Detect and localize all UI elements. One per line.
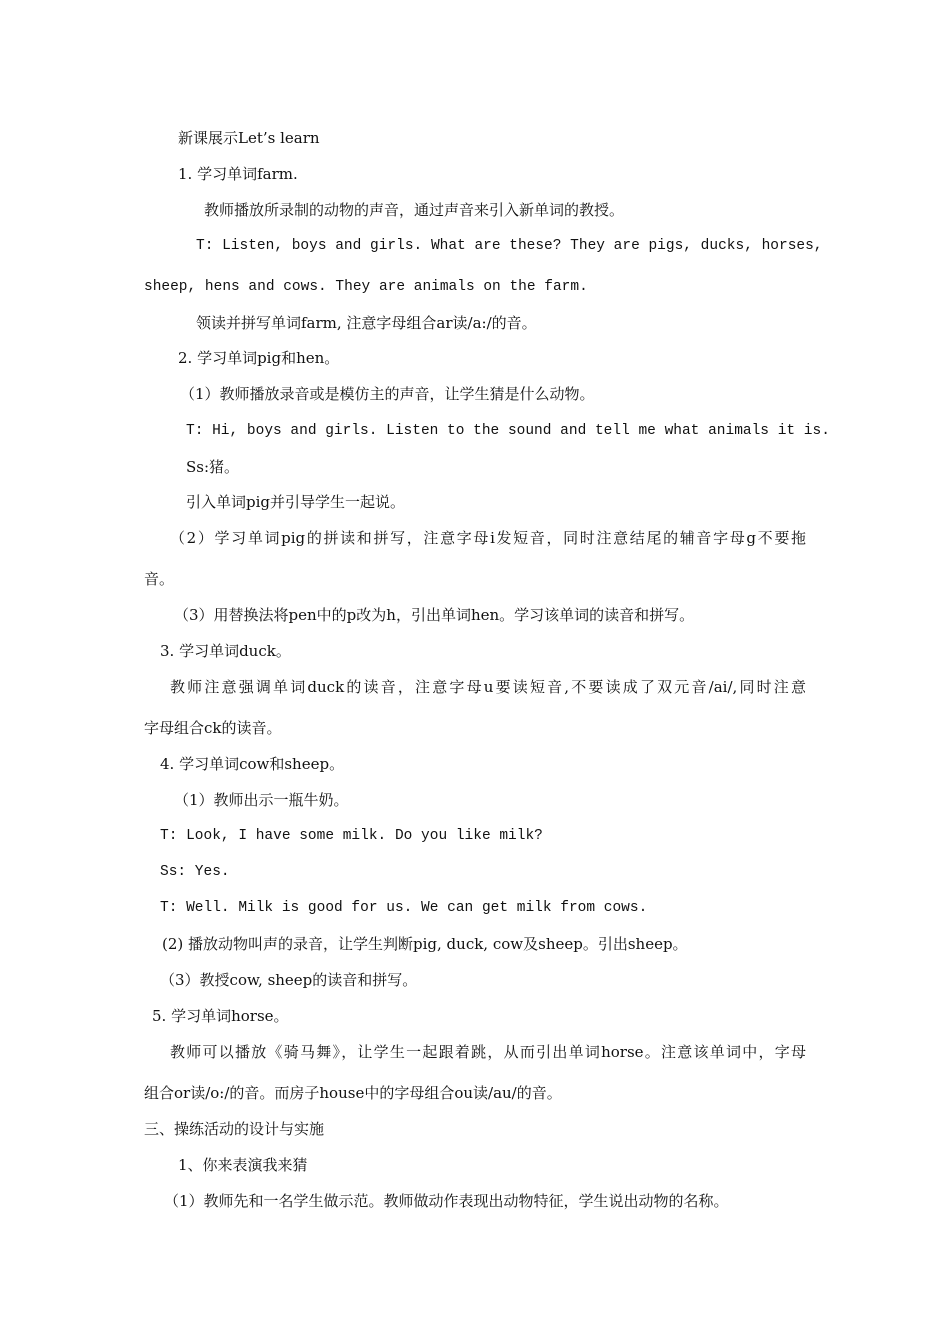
paragraph-line: （1）教师出示一瓶牛奶。 <box>174 791 349 809</box>
paragraph-line: 引入单词pig并引导学生一起说。 <box>186 493 406 511</box>
paragraph-line: (2) 播放动物叫声的录音，让学生判断pig, duck, cow及sheep。引出sheep。 <box>162 935 688 953</box>
item-3-heading: 3. 学习单词duck。 <box>160 642 291 660</box>
dialogue-line: T: Listen, boys and girls. What are these? They are pigs, ducks, horses, <box>196 238 823 254</box>
activity-heading: 1、你来表演我来猜 <box>178 1156 308 1174</box>
dialogue-line: T: Hi, boys and girls. Listen to the sound and tell me what animals it is. <box>186 423 830 439</box>
paragraph-line: 教师可以播放《骑马舞》，让学生一起跟着跳，从而引出单词horse。注意该单词中，字母 <box>170 1043 806 1061</box>
paragraph-line: 音。 <box>144 570 175 588</box>
dialogue-line: Ss:猪。 <box>186 458 240 476</box>
section-heading-new-lesson: 新课展示Let’s learn <box>178 129 320 147</box>
dialogue-line: Ss: Yes. <box>160 864 230 880</box>
paragraph-line: 教师播放所录制的动物的声音，通过声音来引入新单词的教授。 <box>204 201 625 219</box>
paragraph-line: （2）学习单词pig的拼读和拼写，注意字母i发短音，同时注意结尾的辅音字母g不要拖 <box>170 529 806 547</box>
paragraph-line: 教师注意强调单词duck的读音，注意字母u要读短音,不要读成了双元音/ai/,同时注意 <box>170 678 806 696</box>
paragraph-line: （3）教授cow, sheep的读音和拼写。 <box>160 971 418 989</box>
paragraph-line: （1）教师先和一名学生做示范。教师做动作表现出动物特征，学生说出动物的名称。 <box>164 1192 729 1210</box>
dialogue-line: T: Look, I have some milk. Do you like milk? <box>160 828 543 844</box>
item-1-heading: 1. 学习单词farm. <box>178 165 298 183</box>
paragraph-line: （3）用替换法将pen中的p改为h，引出单词hen。学习该单词的读音和拼写。 <box>174 606 695 624</box>
item-2-heading: 2. 学习单词pig和hen。 <box>178 349 340 367</box>
paragraph-line: 领读并拼写单词farm, 注意字母组合ar读/a:/的音。 <box>196 314 537 332</box>
section-heading-practice: 三、操练活动的设计与实施 <box>144 1120 325 1138</box>
item-4-heading: 4. 学习单词cow和sheep。 <box>160 755 345 773</box>
item-5-heading: 5. 学习单词horse。 <box>152 1007 289 1025</box>
paragraph-line: 字母组合ck的读音。 <box>144 719 282 737</box>
paragraph-line: 组合or读/o:/的音。而房子house中的字母组合ou读/au/的音。 <box>144 1084 562 1102</box>
dialogue-line: sheep, hens and cows. They are animals on the farm. <box>144 279 588 295</box>
paragraph-line: （1）教师播放录音或是模仿主的声音，让学生猜是什么动物。 <box>180 385 595 403</box>
dialogue-line: T: Well. Milk is good for us. We can get milk from cows. <box>160 900 648 916</box>
